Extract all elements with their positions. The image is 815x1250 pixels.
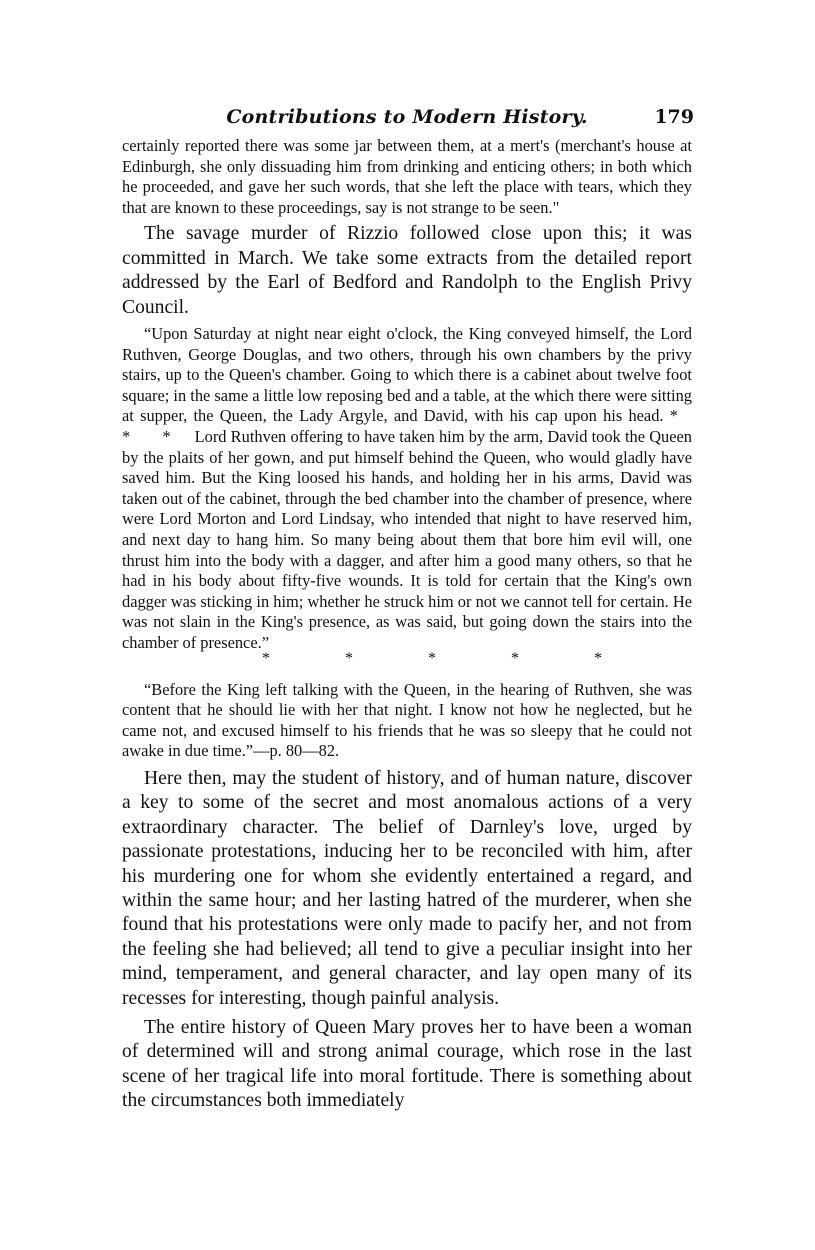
- quote-continued-paragraph: certainly reported there was some jar between them, at a mert's (merchant's house at Edinburgh, she only dissuading him from drinking and enticing others; in both which he proceeded, and gave her such words, that she left the place with tears, which they that are known to these proceedings, say is not strange to be seen.": [122, 136, 692, 217]
- book-page: [122, 106, 692, 1114]
- star-3: *: [428, 649, 436, 667]
- star-1: *: [262, 649, 270, 667]
- report-part-1: “Upon Saturday at night near eight o'clock, the King conveyed himself, the Lord Ruthven, George Douglas, and two others, through his own chambers by the privy stairs, up to the Queen's chamber. Going to which there is a cabinet about twelve foot square; in the same a little low reposing bed and a table, at the which there were sitting at supper, the Queen, the Lady Argyle, and David, with his cap upon his head.: [122, 324, 692, 426]
- running-title: Contributions to Modern History.: [226, 106, 588, 128]
- star-4: *: [511, 649, 519, 667]
- conclusion-paragraph: The entire history of Queen Mary proves her to have been a woman of determined will and strong animal courage, which rose in the last scene of her tragical life into moral fortitude. There is something about the circumstances both immediately: [122, 1016, 692, 1112]
- report-quote-final-paragraph: “Before the King left talking with the Queen, in the hearing of Ruthven, she was content that he should lie with her that night. I know not how he neglected, but he came not, and excused himself to his friends that he was so sleepy that he could not awake in due time.”—p. 80—82.: [122, 679, 692, 761]
- star-5: *: [594, 649, 602, 667]
- rizzio-intro-paragraph: The savage murder of Rizzio followed close upon this; it was committed in March. We take some extracts from the detailed report addressed by the Earl of Bedford and Randolph to the English Privy Council.: [122, 223, 692, 318]
- page-header: [122, 106, 692, 136]
- section-break-stars: [122, 649, 692, 667]
- report-quote-paragraph: [122, 324, 692, 654]
- page-number: 179: [654, 106, 694, 128]
- report-part-2: Lord Ruthven offering to have taken him by the arm, David took the Queen by the plaits of her gown, and put himself behind the Queen, who would gladly have saved him. But the King loosed his hands, and holding her in his arms, David was taken out of the cabinet, through the bed chamber into the chamber of presence, where were Lord Morton and Lord Lindsay, who intended that night to have reserved him, and next day to hang him. So many being about them that bore him evil will, one thrust him into the body with a dagger, and after him a good many others, so that he had in his body about fifty-five wounds. It is told for certain that the King's own dagger was sticking in him; whether he struck him or not we cannot tell for certain. He was not slain in the King's presence, as was said, but going down the stairs into the chamber of presence.”: [122, 426, 692, 652]
- star-2: *: [345, 649, 353, 667]
- commentary-paragraph: Here then, may the student of history, and of human nature, discover a key to some of the secret and most anomalous actions of a very extraordinary character. The belief of Darnley's love, urged by passionate protestations, inducing her to be reconciled with him, after his murdering one for whom she evidently entertained a regard, and within the same hour; and her lasting hatred of the murderer, when she found that his protestations were only made to pacify her, and not from the feeling she had believed; all tend to give a peculiar insight into her mind, temperament, and general character, and lay open many of its recesses for interesting, though painful analysis.: [122, 767, 692, 1009]
- ellipsis-stars: * * *: [122, 406, 692, 446]
